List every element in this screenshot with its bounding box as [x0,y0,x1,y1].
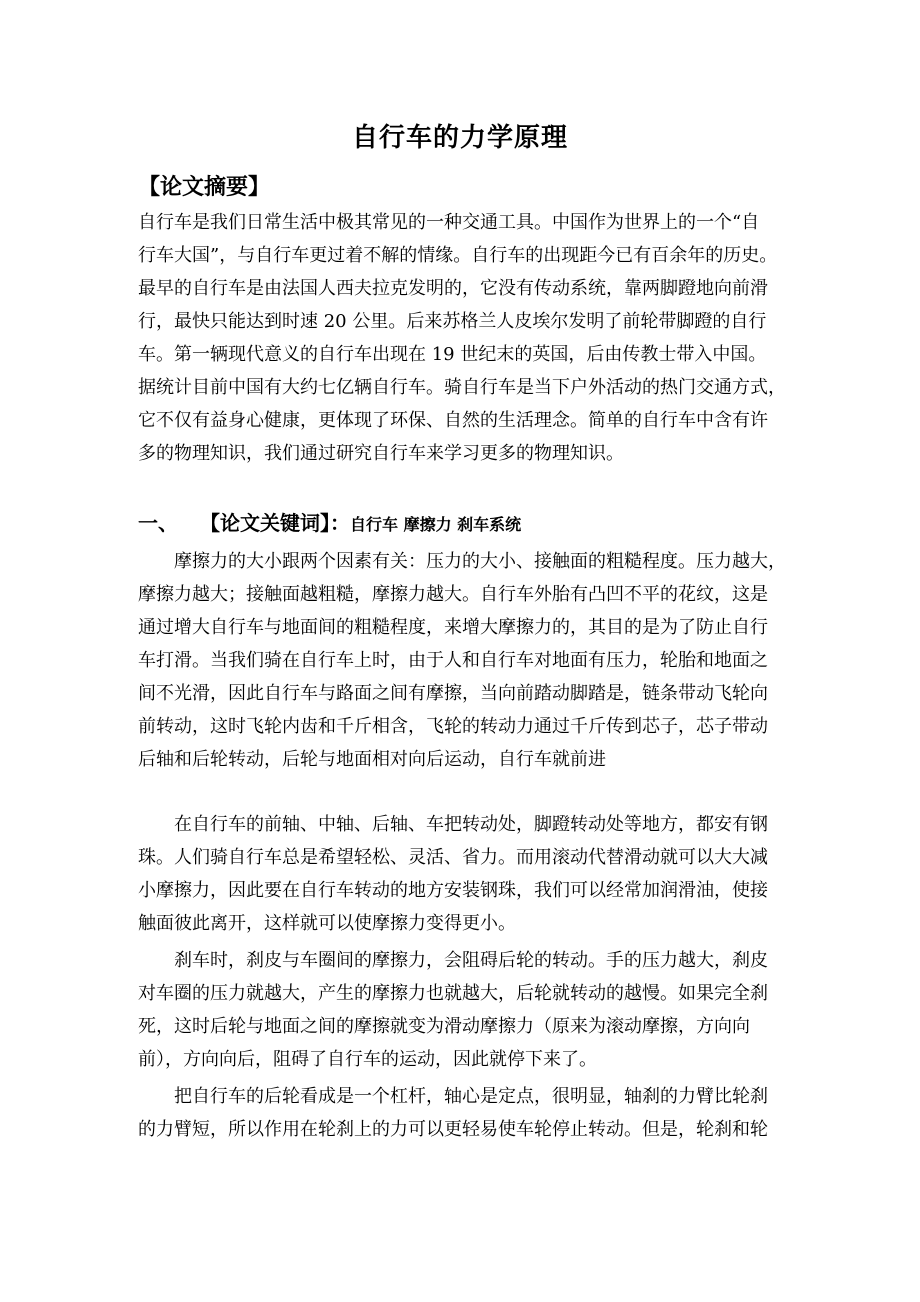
text-line: 自行车是我们日常生活中极其常见的一种交通工具。中国作为世界上的一个“自 [138,212,760,233]
keywords-terms: 自行车 摩擦力 刹车系统 [350,515,522,534]
text-line: 前转动，这时飞轮内齿和千斤相含，飞轮的转动力通过千斤传到芯子，芯子带动 [138,716,768,737]
text-line: 它不仅有益身心健康，更体现了环保、自然的生活理念。简单的自行车中含有许 [138,410,768,431]
text-line: 触面彼此离开，这样就可以使摩擦力变得更小。 [138,913,516,934]
text-line: 车打滑。当我们骑在自行车上时，由于人和自行车对地面有压力，轮胎和地面之 [138,650,768,671]
text-line: 摩擦力的大小跟两个因素有关：压力的大小、接触面的粗糙程度。压力越大， [174,551,786,572]
text-line: 刹车时，刹皮与车圈间的摩擦力，会阻碍后轮的转动。手的压力越大，刹皮 [174,950,768,971]
text-line: 间不光滑，因此自行车与路面之间有摩擦，当向前踏动脚踏是，链条带动飞轮向 [138,683,768,704]
text-line: 珠。人们骑自行车总是希望轻松、灵活、省力。而用滚动代替滑动就可以大大减 [138,847,768,868]
body-paragraph-bearings [138,808,788,940]
text-line: 通过增大自行车与地面间的粗糙程度，来增大摩擦力的，其目的是为了防止自行 [138,617,768,638]
text-line: 死，这时后轮与地面之间的摩擦就变为滑动摩擦力（原来为滚动摩擦，方向向 [138,1016,750,1037]
text-line: 行，最快只能达到时速 20 公里。后来苏格兰人皮埃尔发明了前轮带脚蹬的自行 [138,311,767,332]
text-line: 后轴和后轮转动，后轮与地面相对向后运动，自行车就前进 [138,749,606,770]
section-number: 一、 [138,511,178,535]
text-line: 小摩擦力，因此要在自行车转动的地方安装钢珠，我们可以经常加润滑油，使接 [138,880,768,901]
text-line: 摩擦力越大；接触面越粗糙，摩擦力越大。自行车外胎有凸凹不平的花纹，这是 [138,584,768,605]
body-paragraph-lever [138,1080,788,1146]
document-title: 自行车的力学原理 [351,123,568,153]
text-line: 多的物理知识，我们通过研究自行车来学习更多的物理知识。 [138,443,624,464]
text-line: 前），方向向后，阻碍了自行车的运动，因此就停下来了。 [138,1049,597,1070]
abstract-heading: 【论文摘要】 [138,174,271,200]
text-line: 在自行车的前轴、中轴、后轴、车把转动处，脚蹬转动处等地方，都安有钢 [174,814,768,835]
text-line: 车。第一辆现代意义的自行车出现在 19 世纪末的英国，后由传教士带入中国。 [138,344,767,365]
text-line: 对车圈的压力就越大，产生的摩擦力也就越大，后轮就转动的越慢。如果完全刹 [138,983,768,1004]
keywords-label: 【论文关键词】： [200,511,350,535]
text-line: 行车大国”，与自行车更过着不解的情缘。自行车的出现距今已有百余年的历史。 [138,245,778,266]
keywords-heading [138,505,521,543]
text-line: 最早的自行车是由法国人西夫拉克发明的，它没有传动系统，靠两脚蹬地向前滑 [138,278,768,299]
text-line: 的力臂短，所以作用在轮刹上的力可以更轻易使车轮停止转动。但是，轮刹和轮 [138,1119,768,1140]
body-paragraph-friction [138,545,788,776]
text-line: 把自行车的后轮看成是一个杠杆，轴心是定点，很明显，轴刹的力臂比轮刹 [174,1086,768,1107]
body-paragraph-braking [138,944,788,1076]
text-line: 据统计目前中国有大约七亿辆自行车。骑自行车是当下户外活动的热门交通方式， [138,377,786,398]
abstract-paragraph [138,206,788,470]
